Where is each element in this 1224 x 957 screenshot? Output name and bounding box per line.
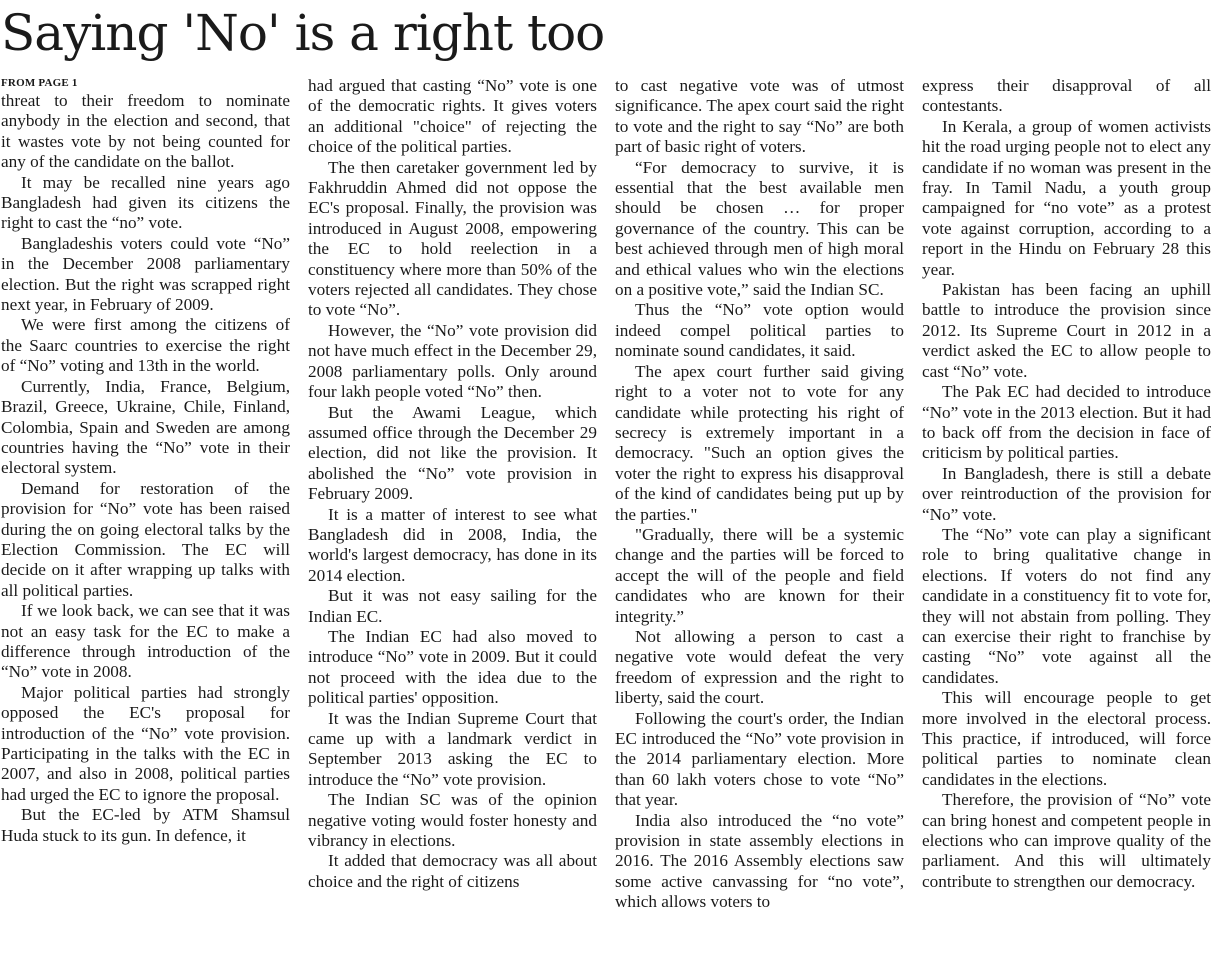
paragraph: It may be recalled nine years ago Bangladesh had given its citizens the right to cast the “no” vote. <box>1 172 290 233</box>
paragraph: It added that democracy was all about choice and the right of citizens <box>308 851 597 891</box>
paragraph: "Gradually, there will be a systemic change and the parties will be forced to accept the will of the people and field candidates who are known for their integrity.” <box>615 524 904 626</box>
paragraph: threat to their freedom to nominate anybody in the election and second, that it wastes vote by not being counted for any of the candidate on the ballot. <box>1 91 290 172</box>
paragraph: The apex court further said giving right to a voter not to vote for any candidate while protecting his right of secrecy is extremely important in a democracy. "Such an option gives the voter the right to express his disapproval of the kind of candidates being put up by the parties." <box>615 361 904 524</box>
paragraph: The “No” vote can play a significant role to bring qualitative change in elections. If voters do not find any candidate in a constituency fit to vote for, they will not abstain from polling. They can exercise their right to franchise by casting “No” vote against all the candidates. <box>922 524 1211 687</box>
paragraph: to cast negative vote was of utmost significance. The apex court said the right to vote and the right to say “No” are both part of basic right of voters. <box>615 76 904 157</box>
paragraph: But the Awami League, which assumed office through the December 29 election, did not like the provision. It abolished the “No” vote provision in February 2009. <box>308 402 597 504</box>
paragraph: “For democracy to survive, it is essential that the best available men should be chosen … for proper governance of the country. This can be best achieved through men of high moral and ethical values who win the elections on a positive vote,” said the Indian SC. <box>615 157 904 300</box>
paragraph: However, the “No” vote provision did not have much effect in the December 29, 2008 parliamentary polls. Only around four lakh people voted “No” then. <box>308 320 597 402</box>
paragraph: It is a matter of interest to see what Bangladesh did in 2008, India, the world's largest democracy, has done in its 2014 election. <box>308 504 597 585</box>
paragraph: Thus the “No” vote option would indeed compel political parties to nominate sound candidates, it said. <box>615 300 904 361</box>
paragraph: had argued that casting “No” vote is one of the democratic rights. It gives voters an additional "choice" of rejecting the choice of the political parties. <box>308 76 597 157</box>
paragraph: Currently, India, France, Belgium, Brazil, Greece, Ukraine, Chile, Finland, Colombia, Spain and Sweden are among countries having the “No” vote in their electoral system. <box>1 376 290 478</box>
column-3 <box>615 76 904 913</box>
paragraph: If we look back, we can see that it was not an easy task for the EC to make a difference through introduction of the “No” vote in 2008. <box>1 601 290 682</box>
paragraph: Following the court's order, the Indian EC introduced the “No” vote provision in the 2014 parliamentary election. More than 60 lakh voters chose to vote “No” that year. <box>615 708 904 810</box>
paragraph: The Indian SC was of the opinion negative voting would foster honesty and vibrancy in elections. <box>308 790 597 851</box>
paragraph: Pakistan has been facing an uphill battle to introduce the provision since 2012. Its Supreme Court in 2012 in a verdict asked the EC to allow people to cast “No” vote. <box>922 280 1211 381</box>
paragraph: India also introduced the “no vote” provision in state assembly elections in 2016. The 2016 Assembly elections saw some active canvassing for “no vote”, which allows voters to <box>615 810 904 912</box>
paragraph: express their disapproval of all contestants. <box>922 76 1211 116</box>
headline: Saying 'No' is a right too <box>1 4 605 62</box>
paragraph: But the EC-led by ATM Shamsul Huda stuck to its gun. In defence, it <box>1 805 290 845</box>
paragraph: But it was not easy sailing for the Indian EC. <box>308 586 597 626</box>
paragraph: The Pak EC had decided to introduce “No” vote in the 2013 election. But it had to back off from the decision in face of criticism by political parties. <box>922 382 1211 463</box>
paragraph: In Bangladesh, there is still a debate over reintroduction of the provision for “No” vote. <box>922 463 1211 524</box>
paragraph: This will encourage people to get more involved in the electoral process. This practice, if introduced, will force political parties to nominate clean candidates in the elections. <box>922 688 1211 789</box>
paragraph: Therefore, the provision of “No” vote can bring honest and competent people in elections who can improve quality of the parliament. And this will ultimately contribute to strengthen our democracy. <box>922 790 1211 891</box>
paragraph: In Kerala, a group of women activists hit the road urging people not to elect any candidate if no woman was present in the fray. In Tamil Nadu, a youth group campaigned for “no vote” as a protest vote against corruption, according to a report in the Hindu on February 28 this year. <box>922 116 1211 279</box>
article-columns <box>1 76 1218 913</box>
paragraph: The Indian EC had also moved to introduce “No” vote in 2009. But it could not proceed with the idea due to the political parties' opposition. <box>308 626 597 708</box>
continuation-kicker: FROM PAGE 1 <box>1 77 78 89</box>
paragraph: We were first among the citizens of the Saarc countries to exercise the right of “No” voting and 13th in the world. <box>1 315 290 376</box>
paragraph: Not allowing a person to cast a negative vote would defeat the very freedom of expression and the right to liberty, said the court. <box>615 626 904 708</box>
paragraph: It was the Indian Supreme Court that came up with a landmark verdict in September 2013 asking the EC to introduce the “No” vote provision. <box>308 708 597 789</box>
paragraph: Major political parties had strongly opposed the EC's proposal for introduction of the “No” vote provision. Participating in the talks with the EC in 2007, and also in 2008, political parties had urged the EC to ignore the proposal. <box>1 682 290 804</box>
column-1 <box>1 76 290 913</box>
paragraph: Demand for restoration of the provision for “No” vote has been raised during the on going electoral talks by the Election Commission. The EC will decide on it after wrapping up talks with all political parties. <box>1 478 290 600</box>
paragraph: The then caretaker government led by Fakhruddin Ahmed did not oppose the EC's proposal. Finally, the provision was introduced in August 2008, empowering the EC to hold reelection in a constituency where more than 50% of the voters rejected all candidates. They chose to vote “No”. <box>308 157 597 320</box>
column-4 <box>922 76 1211 913</box>
paragraph: Bangladeshis voters could vote “No” in the December 2008 parliamentary election. But the right was scrapped right next year, in February of 2009. <box>1 233 290 315</box>
column-2 <box>308 76 597 913</box>
